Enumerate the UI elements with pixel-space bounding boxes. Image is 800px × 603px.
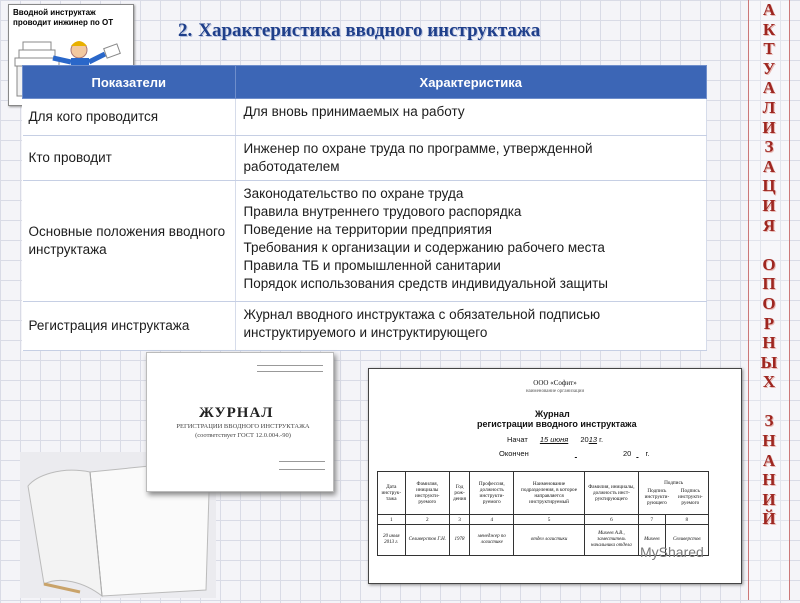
start-suffix: г.	[599, 435, 604, 444]
strip-letter: И	[762, 117, 776, 137]
strip-letter: О	[762, 254, 776, 274]
journal-col-header: Год рож-дения	[449, 472, 469, 515]
col-number: 4	[470, 515, 514, 525]
journal-cell: Михеев	[639, 525, 665, 556]
value-line: Журнал вводного инструктажа с обязательной подписью	[243, 307, 601, 322]
strip-letter: Н	[762, 470, 776, 490]
col-number: 1	[378, 515, 406, 525]
journal-cell: Селиверстов	[665, 525, 709, 556]
journal-col-header: Фамилия, инициалы инструкти-руемого	[405, 472, 449, 515]
picture-caption-line1: Вводной инструктаж	[13, 8, 96, 17]
start-year-prefix: 20	[580, 435, 589, 444]
journal-number-row	[378, 515, 709, 525]
sheet-start-date	[507, 435, 603, 444]
journal-col-header: Подпись инструкти-руемого	[678, 488, 703, 506]
slide-title-number: 2.	[178, 20, 193, 41]
journal-cell: 20 июля 2013 г.	[378, 525, 406, 556]
col-number: 2	[405, 515, 449, 525]
slide-title	[178, 20, 540, 42]
signature-header-label: Подпись	[664, 480, 684, 486]
strip-letter: Р	[763, 313, 775, 333]
row-label: Для кого проводится	[23, 99, 236, 136]
journal-signature-header	[639, 472, 709, 515]
strip-letter: У	[762, 58, 776, 78]
strip-letter: Я	[762, 215, 776, 235]
col-number: 5	[514, 515, 584, 525]
journal-header-row	[378, 472, 709, 515]
strip-letter: З	[764, 411, 774, 431]
value-line: работодателем	[243, 159, 340, 174]
strip-letter: Н	[762, 431, 776, 451]
strip-letter: И	[762, 489, 776, 509]
strip-letter: И	[762, 195, 776, 215]
strip-letter: Т	[763, 39, 775, 59]
watermark: MyShared	[640, 544, 704, 560]
journal-col-header: Наименование подразделения, в которое направляется инструктируемый	[514, 472, 584, 515]
end-suffix: г.	[645, 449, 650, 458]
value-line: Законодательство по охране труда	[243, 186, 464, 201]
journal-col-header: Подпись инструкти-рующего	[644, 488, 670, 506]
column-header-characteristic: Характеристика	[235, 66, 707, 99]
start-year-value: 13	[588, 435, 598, 444]
strip-letter: Х	[762, 372, 776, 392]
sheet-organization: ООО «Софит»	[533, 379, 577, 387]
picture-caption-line2: проводит инжинер по ОТ	[13, 18, 114, 27]
col-number: 6	[584, 515, 639, 525]
characteristics-table	[22, 65, 707, 351]
value-line: Правила ТБ и промышленной санитарии	[243, 258, 501, 273]
strip-letter: А	[762, 0, 776, 19]
row-value	[235, 136, 707, 181]
strip-letter: А	[762, 450, 776, 470]
journal-col-header: Фамилия, инициалы, должность инст-руктирующего	[584, 472, 639, 515]
row-label: Основные положения вводного инструктажа	[23, 181, 236, 302]
journal-col-header: Дата инструк-тажа	[378, 472, 406, 515]
journal-cover-title: ЖУРНАЛ	[199, 405, 274, 421]
end-year-prefix: 20	[623, 449, 632, 458]
journal-cover	[146, 352, 334, 492]
row-value	[235, 181, 707, 302]
strip-letter: Л	[762, 97, 776, 117]
journal-cell: Михеев А.В., заместитель начальника отдела	[584, 525, 639, 556]
journal-cover-subtitle: РЕГИСТРАЦИИ ВВОДНОГО ИНСТРУКТАЖА	[176, 423, 310, 430]
sheet-end-date	[499, 449, 649, 458]
journal-cell: 1978	[449, 525, 469, 556]
value-line: Поведение на территории предприятия	[243, 222, 492, 237]
journal-cell: отдел логистики	[514, 525, 584, 556]
table-row	[23, 136, 707, 181]
row-value	[235, 302, 707, 351]
value-line: Для вновь принимаемых на работу	[243, 104, 465, 119]
row-label: Регистрация инструктажа	[23, 302, 236, 351]
vertical-keyword-strip	[748, 0, 790, 600]
strip-letter: З	[764, 137, 774, 157]
strip-letter: Ц	[762, 176, 776, 196]
strip-letter: Й	[762, 509, 776, 529]
strip-letter: П	[762, 274, 776, 294]
strip-letter: А	[762, 78, 776, 98]
sheet-title: Журнал	[535, 409, 570, 419]
column-header-indicators: Показатели	[23, 66, 236, 99]
row-label: Кто проводит	[23, 136, 236, 181]
slide-title-text: Характеристика вводного инструктажа	[198, 20, 541, 41]
table-row	[23, 181, 707, 302]
table-row	[23, 99, 707, 136]
value-line: Инженер по охране труда по программе, утвержденной	[243, 141, 593, 156]
col-number: 8	[665, 515, 709, 525]
strip-letter: К	[762, 19, 776, 39]
value-line: Порядок использования средств индивидуальной защиты	[243, 276, 608, 291]
strip-letter: Н	[762, 333, 776, 353]
col-number: 3	[449, 515, 469, 525]
table-row	[23, 302, 707, 351]
journal-cell: менеджер по логистике	[470, 525, 514, 556]
col-number: 7	[639, 515, 665, 525]
strip-letter: А	[762, 156, 776, 176]
journal-cover-standard: (соответствует ГОСТ 12.0.004.-90)	[195, 432, 291, 439]
end-label: Окончен	[499, 449, 529, 458]
row-value	[235, 99, 707, 136]
sheet-organization-caption: наименование организации	[525, 389, 585, 394]
start-date-value: 15 июня	[539, 435, 569, 444]
value-line: Требования к организации и содержанию рабочего места	[243, 240, 605, 255]
start-label: Начат	[507, 435, 528, 444]
journal-cell: Селиверстов Г.Н.	[405, 525, 449, 556]
strip-letter: О	[762, 293, 776, 313]
journal-col-header: Профессия, должность инструкти-руемого	[470, 472, 514, 515]
sheet-subtitle: регистрации вводного инструктажа	[477, 419, 637, 429]
strip-gap	[749, 235, 789, 255]
picture-caption	[9, 5, 133, 28]
strip-gap	[749, 392, 789, 412]
value-line: инструктируемого и инструктирующего	[243, 325, 488, 340]
strip-letter: Ы	[760, 352, 778, 372]
value-line: Правила внутреннего трудового распорядка	[243, 204, 522, 219]
